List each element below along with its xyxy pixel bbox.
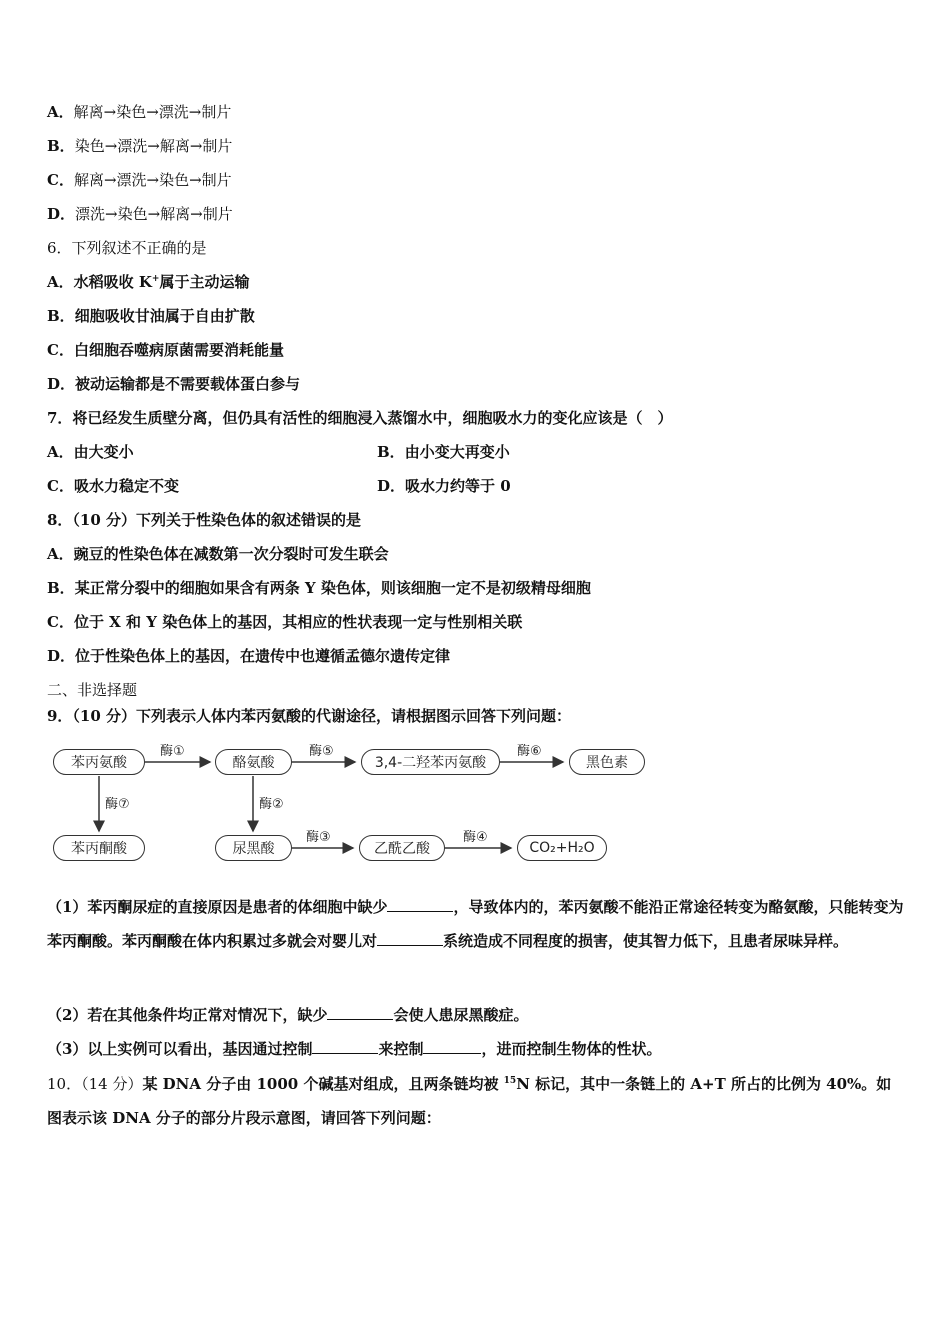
enzyme-4-label: 酶④: [463, 830, 488, 845]
q6-option-d: D．被动运输都是不需要载体蛋白参与: [47, 375, 301, 393]
q8-option-b: B．某正常分裂中的细胞如果含有两条 Y 染色体，则该细胞一定不是初级精母细胞: [47, 579, 591, 597]
answer-blank[interactable]: [312, 1037, 378, 1054]
q6-option-c: C．白细胞吞噬病原菌需要消耗能量: [47, 341, 284, 359]
answer-blank[interactable]: [377, 929, 443, 946]
q8-option-c: C．位于 X 和 Y 染色体上的基因，其相应的性状表现一定与性别相关联: [47, 613, 523, 631]
q9-part1: （1）苯丙酮尿症的直接原因是患者的体细胞中缺少 ，导致体内的，苯丙氨酸不能沿正常途径转变为酪氨酸，只能转变为苯丙酮酸。苯丙酮酸在体内积累过多就会对婴儿对 系统造成不同程度的损害，使其智力低下，且患者尿味异样。: [47, 890, 905, 958]
q5-option-a: A．解离→染色→漂洗→制片: [47, 103, 232, 121]
q9-part2: （2）若在其他条件均正常对情况下，缺少 会使人患尿黑酸症。: [47, 998, 905, 1032]
node-homogentisate: 尿黑酸: [215, 835, 292, 861]
enzyme-6-label: 酶⑥: [517, 744, 542, 759]
q6-option-a: A．水稻吸收 K+属于主动运输: [47, 273, 250, 291]
q6-option-b: B．细胞吸收甘油属于自由扩散: [47, 307, 255, 325]
q7-option-a: A．由大变小: [47, 443, 134, 461]
q5-option-c: C．解离→漂洗→染色→制片: [47, 171, 232, 189]
q8-option-a: A．豌豆的性染色体在减数第一次分裂时可发生联会: [47, 545, 389, 563]
answer-blank[interactable]: [387, 895, 453, 912]
node-acetoacetate: 乙酰乙酸: [359, 835, 445, 861]
q5-option-d: D．漂洗→染色→解离→制片: [47, 205, 233, 223]
q8-option-d: D．位于性染色体上的基因，在遗传中也遵循孟德尔遗传定律: [47, 647, 451, 665]
q9-part3: （3）以上实例可以看出，基因通过控制 来控制 ，进而控制生物体的性状。: [47, 1032, 905, 1066]
enzyme-3-label: 酶③: [306, 830, 331, 845]
node-phenylalanine: 苯丙氨酸: [53, 749, 145, 775]
node-dopa: 3,4-二羟苯丙氨酸: [361, 749, 500, 775]
section-heading: 二、非选择题: [47, 681, 138, 699]
enzyme-5-label: 酶⑤: [309, 744, 334, 759]
q7-option-b: B．由小变大再变小: [377, 443, 510, 461]
q7-stem: 7．将已经发生质壁分离，但仍具有活性的细胞浸入蒸馏水中，细胞吸水力的变化应该是（ ）: [47, 409, 673, 427]
answer-blank[interactable]: [423, 1037, 481, 1054]
q10-stem: 10．（14 分）某 DNA 分子由 1000 个碱基对组成，且两条链均被 $^{15}$N 标记，其中一条链上的 A+T 所占的比例为 40%。如图表示该 DNA 分子的部分片段示意图，请回答下列问题：: [47, 1075, 892, 1127]
q9-stem: 9．（10 分）下列表示人体内苯丙氨酸的代谢途径，请根据图示回答下列问题：: [47, 707, 572, 725]
enzyme-1-label: 酶①: [160, 744, 185, 759]
answer-blank[interactable]: [327, 1003, 393, 1020]
node-melanin: 黑色素: [569, 749, 645, 775]
enzyme-7-label: 酶⑦: [105, 797, 130, 812]
node-tyrosine: 酪氨酸: [215, 749, 292, 775]
q7-option-c: C．吸水力稳定不变: [47, 477, 179, 495]
enzyme-2-label: 酶②: [259, 797, 284, 812]
q7-option-d: D．吸水力约等于 0: [377, 477, 511, 495]
q5-option-b: B．染色→漂洗→解离→制片: [47, 137, 233, 155]
q8-stem: 8．（10 分）下列关于性染色体的叙述错误的是: [47, 511, 362, 529]
node-phenylpyruvate: 苯丙酮酸: [53, 835, 145, 861]
q6-stem: 6．下列叙述不正确的是: [47, 239, 207, 257]
node-co2-h2o: CO₂+H₂O: [517, 835, 607, 861]
